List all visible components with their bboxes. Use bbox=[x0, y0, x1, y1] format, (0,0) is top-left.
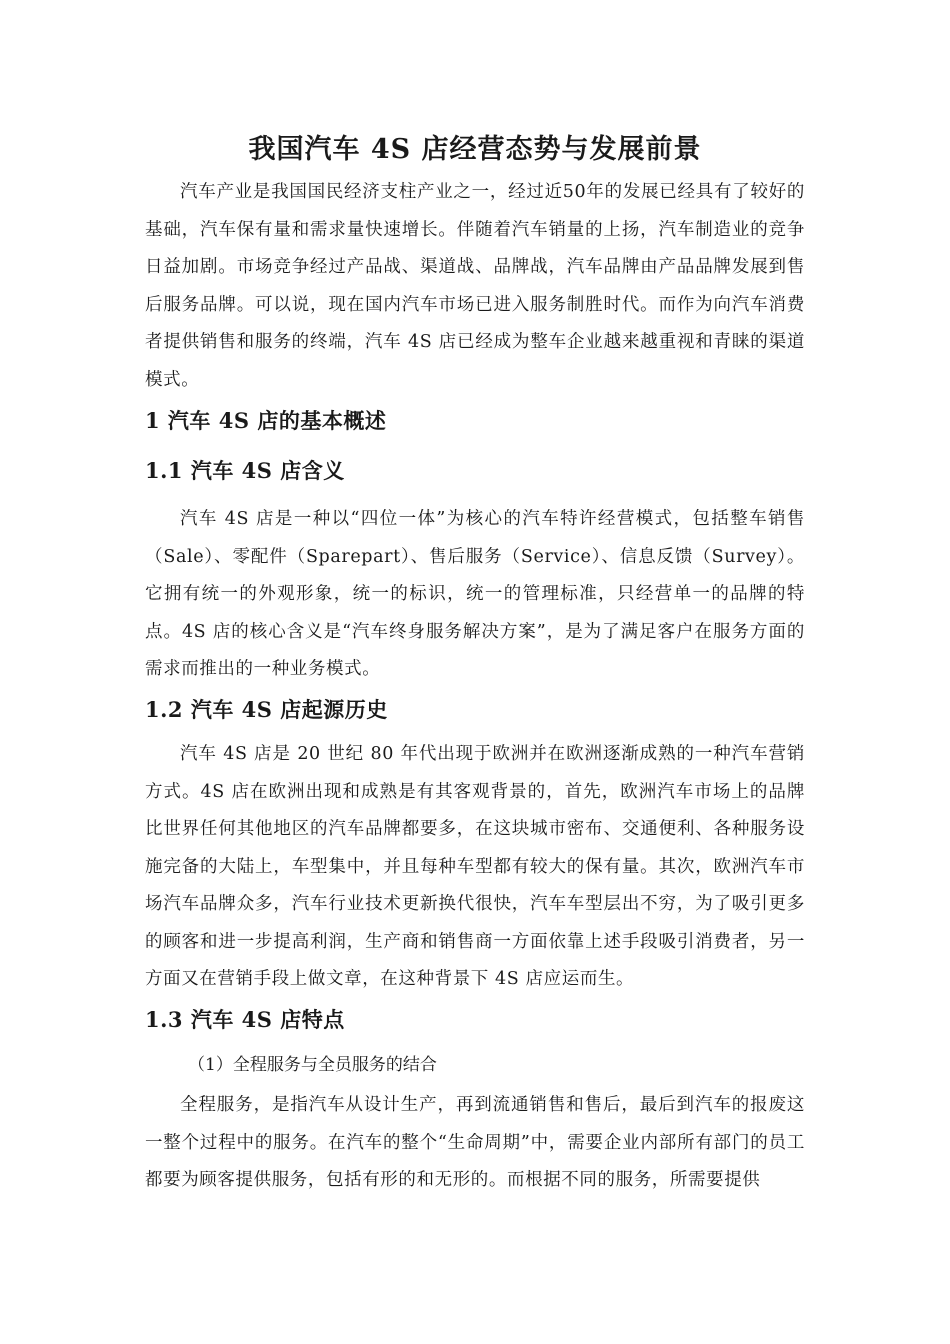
section-1-3-heading: 1.3 汽车 4S 店特点 bbox=[145, 1007, 345, 1032]
section-1-3-item-1-paragraph: 全程服务，是指汽车从设计生产，再到流通销售和售后，最后到汽车的报废这一整个过程中的服务。在汽车的整个“生命周期”中，需要企业内部所有部门的员工都要为顾客提供服务，包括有形的和无形的。而根据不同的服务，所需要提供 bbox=[145, 1095, 805, 1190]
section-1-3-item-1-label: （1）全程服务与全员服务的结合 bbox=[188, 1055, 437, 1075]
section-1-1-paragraph: 汽车 4S 店是一种以“四位一体”为核心的汽车特许经营模式，包括整车销售（Sale）、零配件（Sparepart）、售后服务（Service）、信息反馈（Survey）。它拥有统一的外观形象，统一的标识，统一的管理标准，只经营单一的品牌的特点。4S 店的核心含义是“汽车终身服务解决方案”，是为了满足客户在服务方面的需求而推出的一种业务模式。 bbox=[145, 509, 805, 679]
intro-paragraph: 汽车产业是我国国民经济支柱产业之一，经过近50年的发展已经具有了较好的基础，汽车保有量和需求量快速增长。伴随着汽车销量的上扬，汽车制造业的竞争日益加剧。市场竞争经过产品战、渠道战、品牌战，汽车品牌由产品品牌发展到售后服务品牌。可以说，现在国内汽车市场已进入服务制胜时代。而作为向汽车消费者提供销售和服务的终端，汽车 4S 店已经成为整车企业越来越重视和青睐的渠道模式。 bbox=[145, 182, 805, 390]
section-1-heading: 1 汽车 4S 店的基本概述 bbox=[145, 408, 387, 433]
section-1-2-paragraph: 汽车 4S 店是 20 世纪 80 年代出现于欧洲并在欧洲逐渐成熟的一种汽车营销方式。4S 店在欧洲出现和成熟是有其客观背景的，首先，欧洲汽车市场上的品牌比世界任何其他地区的汽车品牌都要多，在这块城市密布、交通便利、各种服务设施完备的大陆上，车型集中，并且每种车型都有较大的保有量。其次，欧洲汽车市场汽车品牌众多，汽车行业技术更新换代很快，汽车车型层出不穷，为了吸引更多的顾客和进一步提高利润，生产商和销售商一方面依靠上述手段吸引消费者，另一方面又在营销手段上做文章，在这种背景下 4S 店应运而生。 bbox=[145, 744, 805, 989]
document-title: 我国汽车 4S 店经营态势与发展前景 bbox=[248, 134, 702, 166]
section-1-2-heading: 1.2 汽车 4S 店起源历史 bbox=[145, 697, 388, 722]
section-1-1-heading: 1.1 汽车 4S 店含义 bbox=[145, 458, 345, 483]
